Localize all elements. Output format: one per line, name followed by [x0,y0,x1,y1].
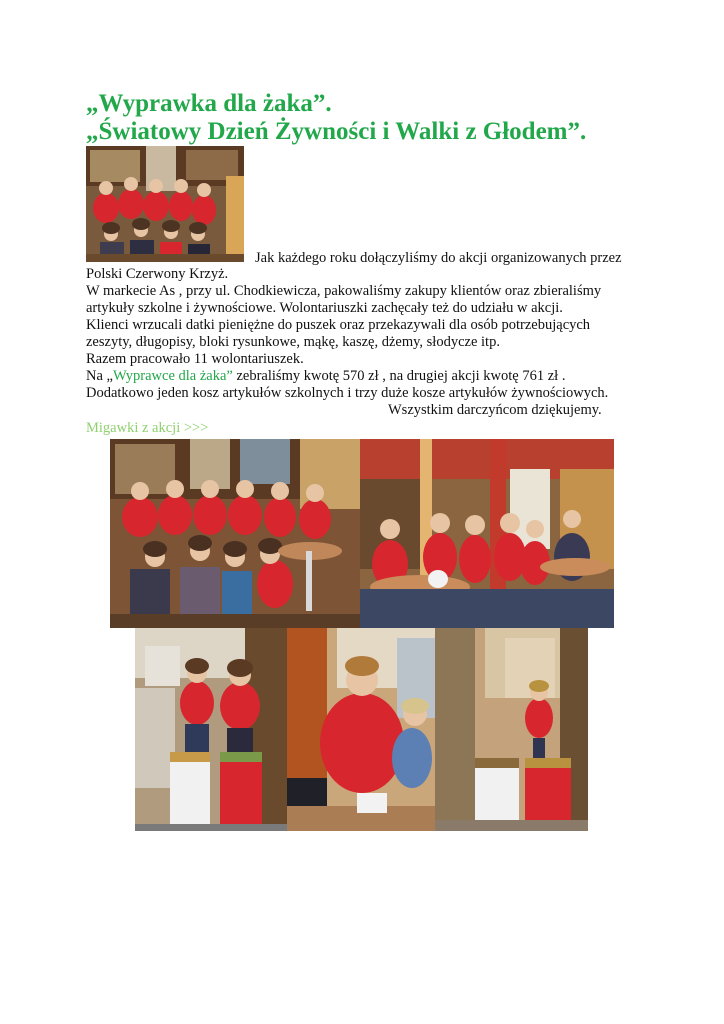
paragraph-line-6: zeszyty, długopisy, bloki rysunkowe, mąkę, kaszę, dżemy, słodycze itp. [86,334,500,350]
line8-suffix: zebraliśmy kwotę 570 zł , na drugiej akcji kwotę 761 zł . [232,368,566,384]
photo-volunteers-seated [110,439,360,628]
paragraph-line-4: artykuły szkolne i żywnościowe. Wolontariuszki zachęcały też do udziału w akcji. [86,300,563,316]
title-line-2: „Światowy Dzień Żywności i Walki z Głodem”. [86,118,587,145]
wyprawka-link[interactable]: Wyprawce dla żaka” [112,368,233,384]
gallery-link[interactable]: Migawki z akcji >>> [86,420,209,436]
paragraph-line-7: Razem pracowało 11 wolontariuszek. [86,351,304,367]
line8-prefix: Na „ [86,368,113,384]
photo-volunteers-group-small [86,146,244,262]
thanks-line: Wszystkim darczyńcom dziękujemy. [388,402,602,418]
photo-volunteer-at-entrance [435,628,588,831]
paragraph-line-1: Jak każdego roku dołączyliśmy do akcji organizowanych przez [255,250,622,266]
photo-volunteers-at-table [360,439,614,628]
paragraph-line-3: W markecie As , przy ul. Chodkiewicza, pakowaliśmy zakupy klientów oraz zbieraliśmy [86,283,602,299]
title-line-1: „Wyprawka dla żaka”. [86,90,332,117]
paragraph-line-2: Polski Czerwony Krzyż. [86,266,229,282]
paragraph-line-8 [86,368,565,385]
paragraph-line-5: Klienci wrzucali datki pieniężne do puszek oraz przekazywali dla osób potrzebujących [86,317,591,333]
paragraph-line-9: Dodatkowo jeden kosz artykułów szkolnych i trzy duże kosze artykułów żywnościowych. [86,385,609,401]
photo-volunteer-with-cashbox [287,628,435,831]
photo-volunteers-with-baskets [135,628,287,831]
